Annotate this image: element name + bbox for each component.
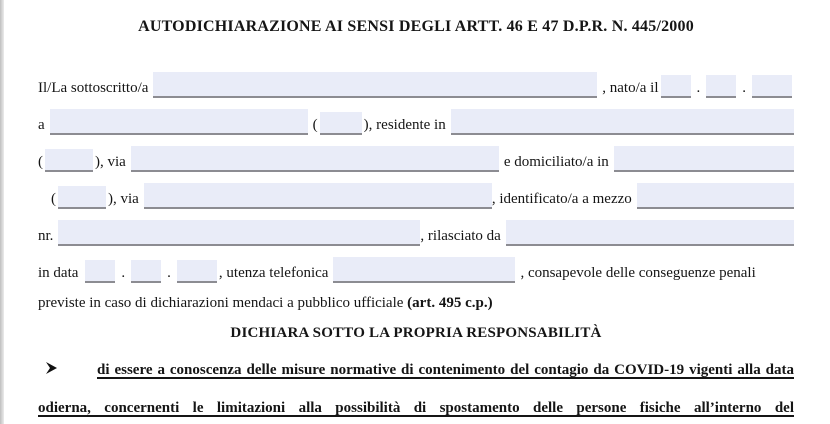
penalty-article-ref: (art. 495 c.p.) [407,295,493,311]
label-via: ), via [108,191,139,207]
input-utenza-telefonica[interactable] [333,257,515,283]
label-nr: nr. [38,228,54,244]
declaration-heading: DICHIARA SOTTO LA PROPRIA RESPONSABILITÀ [230,325,602,341]
label-nato-il: , nato/a il [602,80,659,96]
input-luogo-nascita[interactable] [50,109,308,135]
input-provincia-domicilio[interactable] [58,186,106,209]
label-residente-in: ), residente in [363,117,446,133]
date-separator: . [121,265,126,281]
form-line-2 [38,105,794,135]
label-consapevole: , consapevole delle conseguenze penali [520,265,756,281]
label-rilasciato-da: , rilasciato da [420,228,501,244]
input-rilascio-anno[interactable] [177,260,217,283]
page-left-edge [0,0,4,424]
label-identificato-mezzo: , identificato/a a mezzo [491,191,632,207]
input-tipo-documento[interactable] [637,183,794,209]
form-line-3 [38,142,794,172]
date-separator: . [696,80,701,96]
penalty-clause-text: previste in caso di dichiarazioni mendaci a pubblico ufficiale [38,295,408,311]
input-provincia-nascita[interactable] [320,112,362,135]
paren-open: ( [38,154,43,170]
input-via-domicilio[interactable] [144,183,492,209]
input-rilascio-mese[interactable] [131,260,161,283]
label-a: a [38,117,45,133]
input-via-residenza[interactable] [131,146,499,172]
paren-open: ( [51,191,56,207]
input-rilascio-giorno[interactable] [85,260,115,283]
bullet-declaration-text: di essere a conoscenza delle misure normative di contenimento del contagio da COVID-19 vigenti alla data odierna, concernenti le limitazioni alla possibilità di spostamento delle persone fisiche all’interno del [38,362,794,416]
label-sottoscritto: Il/La sottoscritto/a [38,80,149,96]
input-nascita-mese[interactable] [706,75,736,98]
input-nome-cognome[interactable] [153,72,597,98]
form-line-6 [38,253,794,283]
bullet-paragraph [38,352,794,424]
label-domiciliato-in: e domiciliato/a in [503,154,609,170]
form-title: AUTODICHIARAZIONE AI SENSI DEGLI ARTT. 46 E 47 D.P.R. N. 445/2000 [138,18,694,35]
penalty-clause-line [38,290,794,316]
input-comune-residenza[interactable] [451,109,794,135]
input-provincia-residenza[interactable] [45,149,93,172]
input-nascita-anno[interactable] [752,75,792,98]
label-in-data: in data [38,265,79,281]
label-utenza-telefonica: , utenza telefonica [218,265,329,281]
input-rilasciato-da[interactable] [506,220,794,246]
date-separator: . [167,265,171,281]
paren-open: ( [312,117,318,133]
form-line-1 [38,68,794,98]
form-line-4 [38,179,794,209]
input-nascita-giorno[interactable] [661,75,691,98]
input-comune-domicilio[interactable] [614,146,794,172]
input-numero-documento[interactable] [58,220,420,246]
date-separator: . [742,80,746,96]
label-via: ), via [95,154,126,170]
bullet-arrow-icon [44,353,59,390]
form-line-5 [38,216,794,246]
